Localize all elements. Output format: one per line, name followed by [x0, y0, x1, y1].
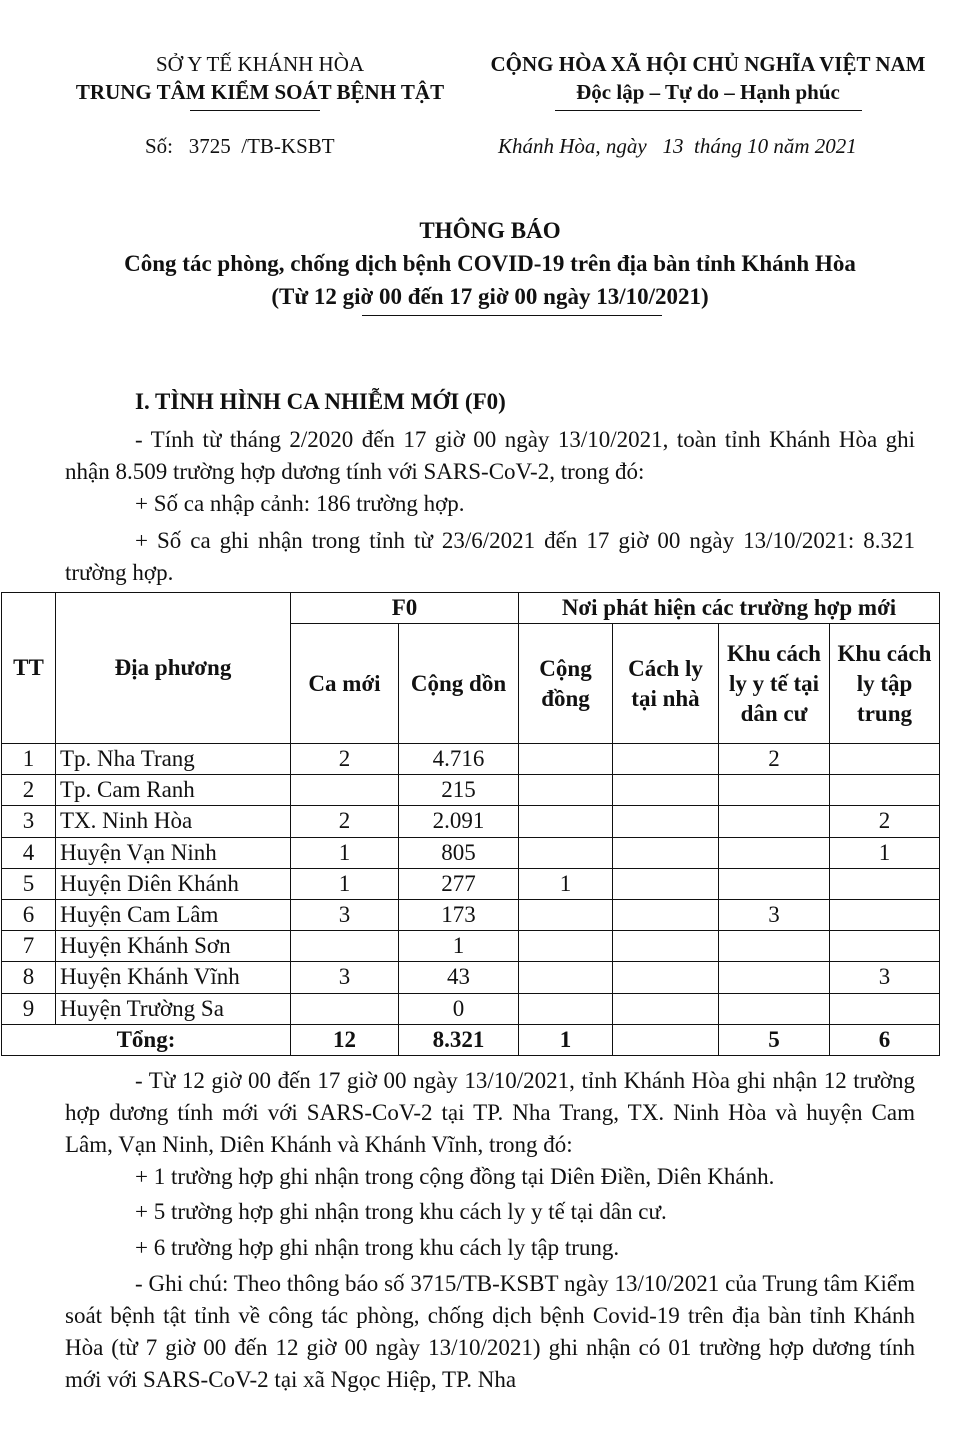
- total-residential: 5: [719, 1024, 830, 1055]
- row-concentrated: [830, 775, 940, 806]
- total-cumulative: 8.321: [399, 1024, 519, 1055]
- header-f0: F0: [291, 593, 519, 624]
- row-residential: [719, 931, 830, 962]
- document-period: (Từ 12 giờ 00 đến 17 giờ 00 ngày 13/10/2021): [271, 284, 709, 309]
- row-concentrated: 3: [830, 962, 940, 993]
- row-cumulative: 4.716: [399, 744, 519, 775]
- row-new-cases: 1: [291, 868, 399, 899]
- row-number: 5: [2, 868, 56, 899]
- table-row: [2, 899, 940, 930]
- row-community: [519, 806, 613, 837]
- paragraph-total-cases: - Tính từ tháng 2/2020 đến 17 giờ 00 ngày 13/10/2021, toàn tỉnh Khánh Hòa ghi nhận 8.509 trường hợp dương tính với SARS-CoV-2, trong đó:: [65, 427, 915, 484]
- row-residential: 2: [719, 744, 830, 775]
- row-new-cases: 3: [291, 899, 399, 930]
- row-concentrated: [830, 931, 940, 962]
- table-body: [2, 744, 940, 1025]
- row-new-cases: 2: [291, 744, 399, 775]
- document-number: Số: 3725 /TB-KSBT: [145, 134, 335, 158]
- header-concentrated-isolation: Khu cách ly tập trung: [830, 624, 940, 744]
- row-number: 2: [2, 775, 56, 806]
- row-home: [613, 962, 719, 993]
- paragraph-local-cases: + Số ca ghi nhận trong tỉnh từ 23/6/2021 đến 17 giờ 00 ngày 13/10/2021: 8.321 trường hợp.: [65, 528, 915, 585]
- row-number: 8: [2, 962, 56, 993]
- document-title: THÔNG BÁO: [419, 218, 561, 243]
- row-new-cases: 2: [291, 806, 399, 837]
- national-motto: Độc lập – Tự do – Hạnh phúc: [576, 80, 840, 104]
- row-community: [519, 962, 613, 993]
- row-residential: [719, 837, 830, 868]
- row-cumulative: 215: [399, 775, 519, 806]
- document-subtitle: Công tác phòng, chống dịch bệnh COVID-19 trên địa bàn tỉnh Khánh Hòa: [124, 251, 856, 276]
- header-cumulative: Cộng dồn: [399, 624, 519, 744]
- agency-underline: [190, 110, 320, 111]
- total-community: 1: [519, 1024, 613, 1055]
- header-residential-isolation: Khu cách ly y tế tại dân cư: [719, 624, 830, 744]
- row-new-cases: 1: [291, 837, 399, 868]
- row-locality: Huyện Cam Lâm: [56, 899, 291, 930]
- row-cumulative: 805: [399, 837, 519, 868]
- row-number: 4: [2, 837, 56, 868]
- row-locality: Tp. Cam Ranh: [56, 775, 291, 806]
- row-concentrated: 1: [830, 837, 940, 868]
- row-concentrated: 2: [830, 806, 940, 837]
- row-concentrated: [830, 744, 940, 775]
- table-row: [2, 868, 940, 899]
- row-residential: [719, 962, 830, 993]
- total-label: Tổng:: [2, 1024, 291, 1055]
- row-concentrated: [830, 993, 940, 1024]
- row-new-cases: 3: [291, 962, 399, 993]
- row-concentrated: [830, 868, 940, 899]
- row-home: [613, 806, 719, 837]
- row-residential: [719, 806, 830, 837]
- row-residential: 3: [719, 899, 830, 930]
- row-locality: Huyện Diên Khánh: [56, 868, 291, 899]
- row-number: 7: [2, 931, 56, 962]
- row-number: 9: [2, 993, 56, 1024]
- row-cumulative: 43: [399, 962, 519, 993]
- paragraph-note: - Ghi chú: Theo thông báo số 3715/TB-KSBT ngày 13/10/2021 của Trung tâm Kiểm soát bệnh tật tỉnh về công tác phòng, chống dịch bệnh Covid-19 trên địa bàn tỉnh Khánh Hòa (từ 7 giờ 00 đến 12 giờ 00 ngày 13/10/2021) ghi nhận có 01 trường hợp dương tính mới với SARS-CoV-2 tại xã Ngọc Hiệp, TP. Nha: [65, 1271, 915, 1392]
- title-underline: [362, 315, 662, 316]
- header-tt: TT: [2, 593, 56, 744]
- row-new-cases: [291, 993, 399, 1024]
- row-number: 3: [2, 806, 56, 837]
- paragraph-concentrated-cases: + 6 trường hợp ghi nhận trong khu cách ly tập trung.: [135, 1235, 620, 1260]
- row-home: [613, 837, 719, 868]
- row-community: [519, 899, 613, 930]
- row-concentrated: [830, 899, 940, 930]
- row-cumulative: 2.091: [399, 806, 519, 837]
- total-home: [613, 1024, 719, 1055]
- paragraph-community-case: + 1 trường hợp ghi nhận trong cộng đồng tại Diên Điền, Diên Khánh.: [135, 1164, 775, 1189]
- motto-underline: [555, 110, 862, 111]
- row-community: [519, 775, 613, 806]
- row-residential: [719, 868, 830, 899]
- table-row: [2, 806, 940, 837]
- row-new-cases: [291, 931, 399, 962]
- table-row: [2, 837, 940, 868]
- header-community: Cộng đồng: [519, 624, 613, 744]
- paragraph-imported-cases: + Số ca nhập cảnh: 186 trường hợp.: [135, 491, 465, 516]
- row-community: 1: [519, 868, 613, 899]
- row-cumulative: 0: [399, 993, 519, 1024]
- row-new-cases: [291, 775, 399, 806]
- table-row: [2, 962, 940, 993]
- table-total-row: [2, 1024, 940, 1055]
- case-table: [1, 592, 940, 1056]
- table-row: [2, 993, 940, 1024]
- row-locality: Tp. Nha Trang: [56, 744, 291, 775]
- header-new-cases: Ca mới: [291, 624, 399, 744]
- row-residential: [719, 775, 830, 806]
- row-locality: Huyện Khánh Sơn: [56, 931, 291, 962]
- row-locality: Huyện Khánh Vĩnh: [56, 962, 291, 993]
- table-row: [2, 931, 940, 962]
- row-community: [519, 837, 613, 868]
- row-community: [519, 931, 613, 962]
- issuing-agency: TRUNG TÂM KIỂM SOÁT BỆNH TẬT: [75, 80, 445, 104]
- row-cumulative: 277: [399, 868, 519, 899]
- row-home: [613, 931, 719, 962]
- issuing-department: SỞ Y TẾ KHÁNH HÒA: [155, 52, 365, 76]
- section-heading: I. TÌNH HÌNH CA NHIỄM MỚI (F0): [135, 389, 506, 414]
- total-new: 12: [291, 1024, 399, 1055]
- national-title: CỘNG HÒA XÃ HỘI CHỦ NGHĨA VIỆT NAM: [490, 52, 926, 76]
- table-row: [2, 744, 940, 775]
- row-locality: Huyện Vạn Ninh: [56, 837, 291, 868]
- row-cumulative: 1: [399, 931, 519, 962]
- row-home: [613, 899, 719, 930]
- table-row: [2, 775, 940, 806]
- header-detection-place: Nơi phát hiện các trường hợp mới: [519, 593, 940, 624]
- header-home-isolation: Cách ly tại nhà: [613, 624, 719, 744]
- paragraph-residential-cases: + 5 trường hợp ghi nhận trong khu cách ly y tế tại dân cư.: [135, 1199, 667, 1224]
- row-locality: TX. Ninh Hòa: [56, 806, 291, 837]
- row-home: [613, 744, 719, 775]
- row-community: [519, 744, 613, 775]
- row-home: [613, 775, 719, 806]
- total-concentrated: 6: [830, 1024, 940, 1055]
- paragraph-new-cases: - Từ 12 giờ 00 đến 17 giờ 00 ngày 13/10/2021, tỉnh Khánh Hòa ghi nhận 12 trường hợp dương tính mới với SARS-CoV-2 tại TP. Nha Trang, TX. Ninh Hòa và huyện Cam Lâm, Vạn Ninh, Diên Khánh và Khánh Vĩnh, trong đó:: [65, 1068, 915, 1157]
- row-community: [519, 993, 613, 1024]
- row-residential: [719, 993, 830, 1024]
- row-number: 6: [2, 899, 56, 930]
- row-number: 1: [2, 744, 56, 775]
- place-and-date: Khánh Hòa, ngày 13 tháng 10 năm 2021: [498, 134, 857, 158]
- header-locality: Địa phương: [56, 593, 291, 744]
- row-home: [613, 868, 719, 899]
- row-locality: Huyện Trường Sa: [56, 993, 291, 1024]
- row-home: [613, 993, 719, 1024]
- row-cumulative: 173: [399, 899, 519, 930]
